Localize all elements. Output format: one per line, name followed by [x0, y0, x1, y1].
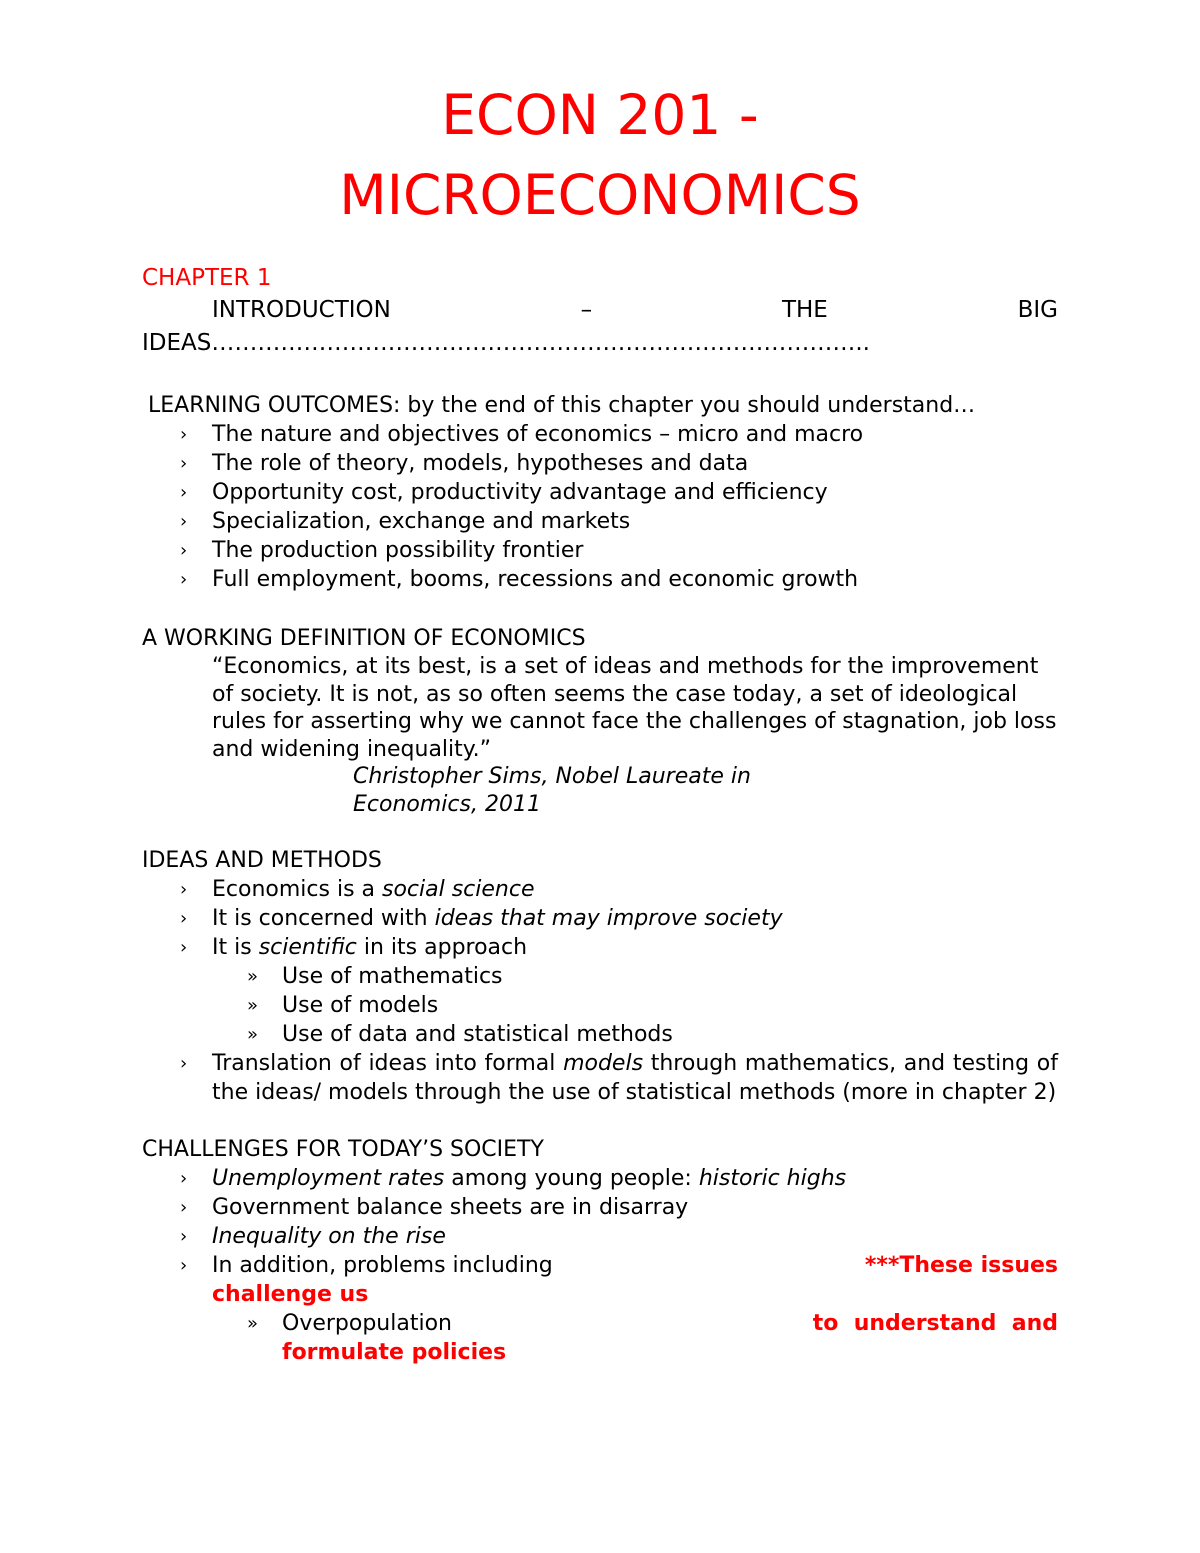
sub-list: [142, 1309, 1058, 1367]
list-item: › It is concerned with ideas that may improve society: [180, 906, 783, 931]
sub-list: [142, 962, 1058, 1049]
ideas-list: [142, 875, 1058, 1107]
definition-quote: “Economics, at its best, is a set of ideas and methods for the improvement of society. It is not, as so often seems the case today, a set of ideological rules for asserting why we cannot face the challenges of stagnation, job loss and widening inequality.”: [212, 654, 1057, 762]
list-item: › The production possibility frontier: [180, 538, 584, 563]
quote-attribution-line-2: Economics, 2011: [353, 791, 541, 817]
side-note-part-1: ***These issues: [864, 1253, 1058, 1278]
chapter-subtitle-line-1: [142, 293, 1058, 328]
bullet-icon: ›: [180, 1053, 188, 1074]
subtitle-word: –: [580, 297, 593, 323]
document-title: [142, 0, 1058, 235]
list-item: › It is scientific in its approach » Use of mathematics » Use of models » Use of data and statistical methods: [142, 933, 1058, 1049]
side-note-part-2: challenge us: [212, 1282, 369, 1307]
bullet-icon: ›: [180, 908, 188, 929]
title-line-1: ECON 201 -: [441, 83, 759, 147]
list-item: › The role of theory, models, hypotheses and data: [180, 451, 749, 476]
list-item: › Translation of ideas into formal models through mathematics, and testing of the ideas/ models through the use of statistical methods (more in chapter 2): [180, 1051, 1058, 1105]
list-item: › Government balance sheets are in disarray: [180, 1195, 689, 1220]
learning-outcomes-list: [142, 420, 1058, 594]
double-chevron-icon: »: [247, 1024, 259, 1045]
bullet-icon: ›: [180, 569, 188, 590]
bullet-icon: ›: [180, 879, 188, 900]
subtitle-word: BIG: [1017, 297, 1058, 323]
challenges-list: [142, 1164, 1058, 1367]
list-item: › Inequality on the rise: [180, 1224, 446, 1249]
list-item: › The nature and objectives of economics – micro and macro: [180, 422, 864, 447]
list-item: › Opportunity cost, productivity advantage and efficiency: [180, 480, 828, 505]
list-item: › Unemployment rates among young people: historic highs: [180, 1166, 847, 1191]
chapter-subtitle-line-2: IDEAS…………………………………………………………………………..: [142, 330, 870, 356]
ideas-heading: IDEAS AND METHODS: [142, 848, 382, 873]
list-item: [142, 1251, 1058, 1367]
side-note-part-3: to understand and: [812, 1311, 1058, 1336]
list-item: › Full employment, booms, recessions and economic growth: [180, 567, 859, 592]
bullet-icon: ›: [180, 453, 188, 474]
sub-list-item: » Use of data and statistical methods: [247, 1022, 673, 1047]
sub-list-item: » Use of models: [247, 993, 439, 1018]
double-chevron-icon: »: [247, 966, 259, 987]
bullet-icon: ›: [180, 540, 188, 561]
definition-heading: A WORKING DEFINITION OF ECONOMICS: [142, 626, 586, 651]
bullet-icon: ›: [180, 937, 188, 958]
list-item: › Specialization, exchange and markets: [180, 509, 631, 534]
bullet-icon: ›: [180, 1197, 188, 1218]
side-note-part-4: formulate policies: [282, 1340, 507, 1365]
bullet-icon: ›: [180, 424, 188, 445]
title-line-2: MICROECONOMICS: [339, 163, 861, 227]
challenges-heading: CHALLENGES FOR TODAY’S SOCIETY: [142, 1137, 544, 1162]
bullet-icon: ›: [180, 482, 188, 503]
quote-attribution-line-1: Christopher Sims, Nobel Laureate in: [353, 764, 751, 789]
sub-list-item: » Use of mathematics: [247, 964, 503, 989]
subtitle-word: INTRODUCTION: [212, 297, 391, 323]
chapter-label: CHAPTER 1: [142, 265, 272, 291]
bullet-icon: ›: [180, 1168, 188, 1189]
learning-outcomes-heading: LEARNING OUTCOMES: by the end of this chapter you should understand…: [148, 393, 976, 418]
double-chevron-icon: »: [247, 995, 259, 1016]
problems-line: In addition, problems including ***These issues: [212, 1253, 1058, 1278]
bullet-icon: ›: [180, 1255, 188, 1276]
bullet-icon: ›: [180, 511, 188, 532]
sub-list-item: » Overpopulation to understand and formulate policies: [247, 1311, 1058, 1365]
subtitle-word: THE: [781, 297, 828, 323]
double-chevron-icon: »: [247, 1313, 259, 1334]
bullet-icon: ›: [180, 1226, 188, 1247]
document-page: [142, 0, 1058, 1367]
list-item: › Economics is a social science: [180, 877, 535, 902]
